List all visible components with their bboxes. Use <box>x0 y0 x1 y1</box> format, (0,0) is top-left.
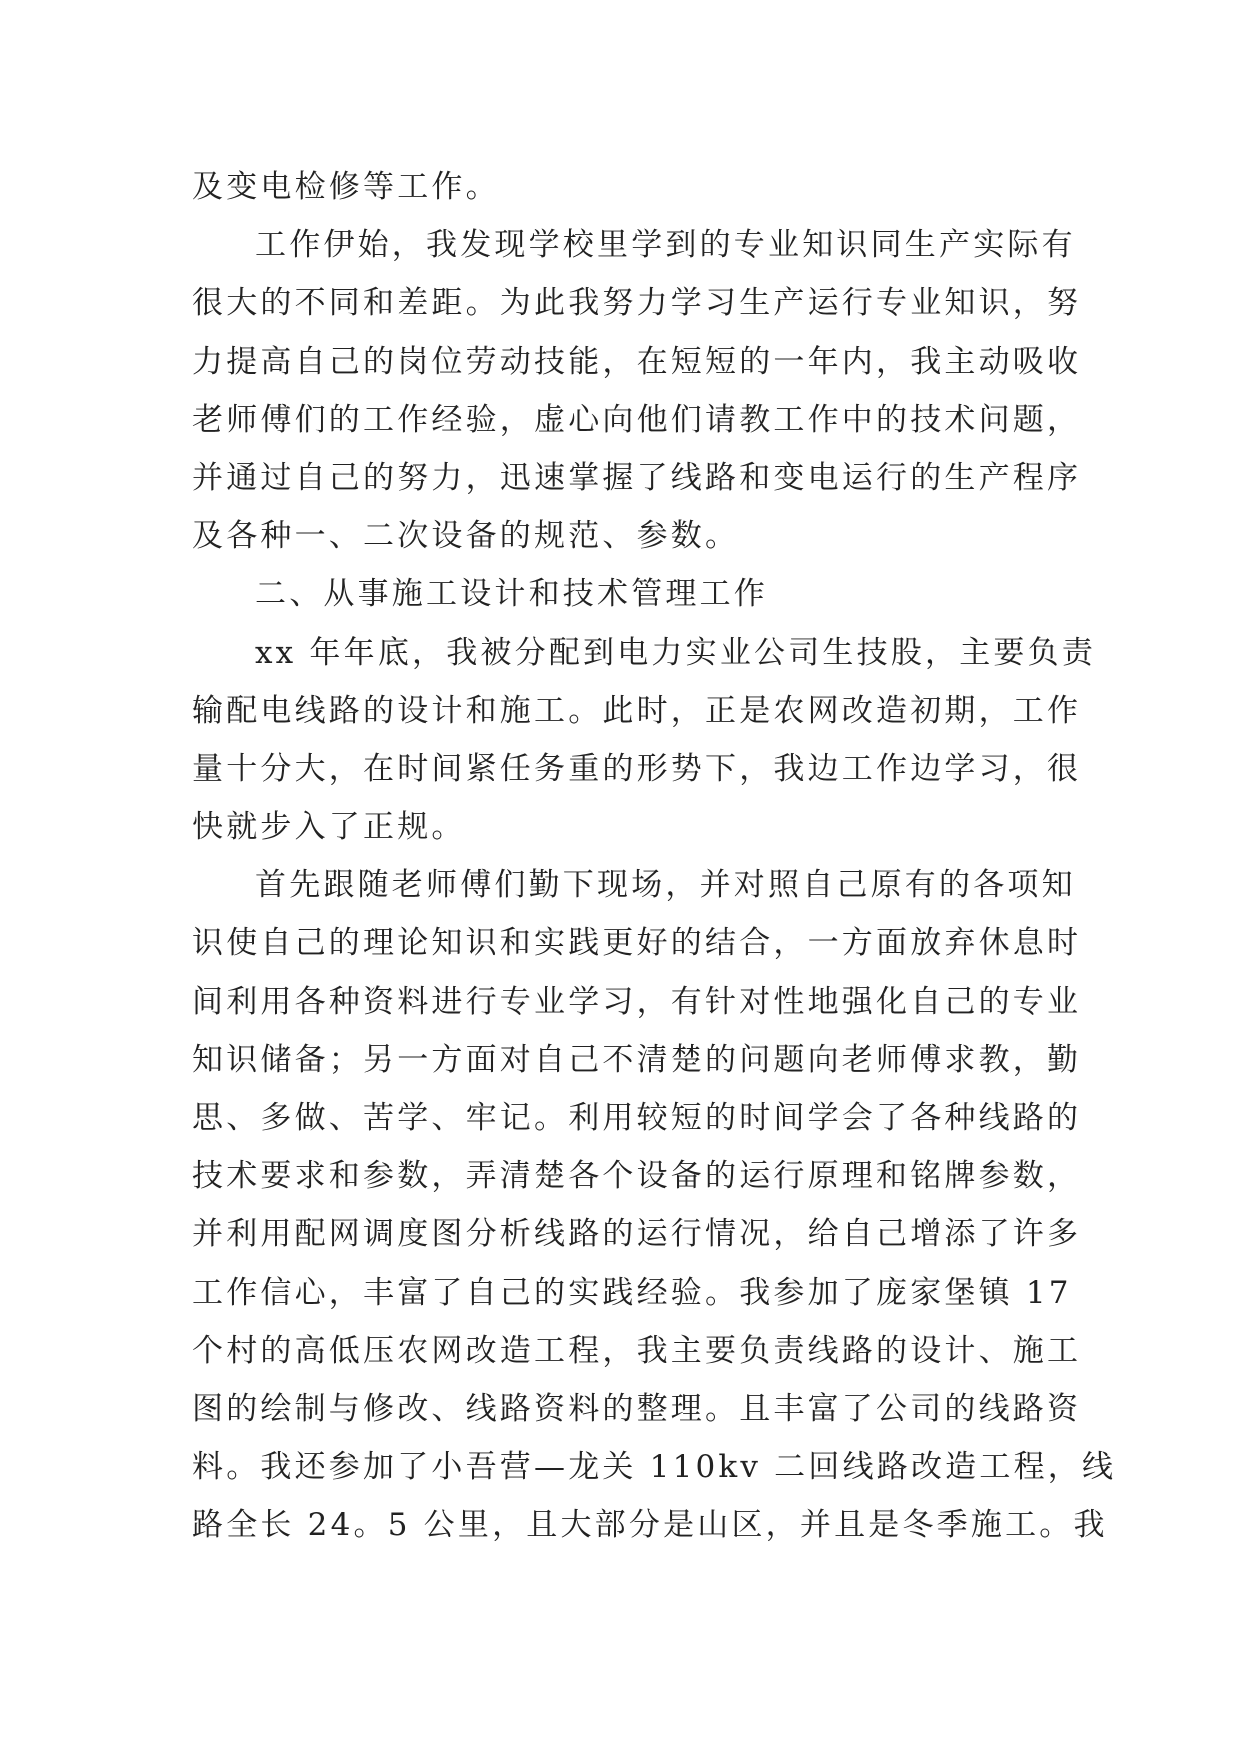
text-line: 间利用各种资料进行专业学习，有针对性地强化自己的专业 <box>192 983 1082 1020</box>
text-line: 及变电检修等工作。 <box>192 169 500 205</box>
text-line: 首先跟随老师傅们勤下现场，并对照自己原有的各项知 <box>255 867 1076 904</box>
text-line: 并利用配网调度图分析线路的运行情况，给自己增添了许多 <box>192 1216 1082 1253</box>
text-line: 快就步入了正规。 <box>192 809 466 846</box>
text-line: 工作信心，丰富了自己的实践经验。我参加了庞家堡镇 17 <box>192 1274 1072 1311</box>
text-line: 很大的不同和差距。为此我努力学习生产运行专业知识，努 <box>192 285 1082 322</box>
text-line: 技术要求和参数，弄清楚各个设备的运行原理和铭牌参数， <box>192 1158 1082 1195</box>
document-body <box>192 158 1117 1555</box>
text-line: 知识储备；另一方面对自己不清楚的问题向老师傅求教，勤 <box>192 1041 1082 1078</box>
text-line: xx 年年底，我被分配到电力实业公司生技股，主要负责 <box>255 634 1097 671</box>
text-line: 识使自己的理论知识和实践更好的结合，一方面放弃休息时 <box>192 925 1082 962</box>
text-line: 输配电线路的设计和施工。此时，正是农网改造初期，工作 <box>192 692 1082 729</box>
text-line: 工作伊始，我发现学校里学到的专业知识同生产实际有 <box>255 227 1076 264</box>
text-line: 料。我还参加了小吾营—龙关 110kv 二回线路改造工程，线 <box>192 1449 1117 1486</box>
text-line: 路全长 24。5 公里，且大部分是山区，并且是冬季施工。我 <box>192 1507 1108 1544</box>
text-line: 力提高自己的岗位劳动技能，在短短的一年内，我主动吸收 <box>192 343 1082 380</box>
text-line: 量十分大，在时间紧任务重的形势下，我边工作边学习，很 <box>192 750 1082 787</box>
text-line: 老师傅们的工作经验，虚心向他们请教工作中的技术问题， <box>192 401 1082 438</box>
text-line: 思、多做、苦学、牢记。利用较短的时间学会了各种线路的 <box>192 1100 1082 1136</box>
text-line: 图的绘制与修改、线路资料的整理。且丰富了公司的线路资 <box>192 1390 1082 1427</box>
text-line: 个村的高低压农网改造工程，我主要负责线路的设计、施工 <box>192 1332 1082 1369</box>
text-line: 二、从事施工设计和技术管理工作 <box>255 576 768 613</box>
text-line: 及各种一、二次设备的规范、参数。 <box>192 518 740 555</box>
text-line: 并通过自己的努力，迅速掌握了线路和变电运行的生产程序 <box>192 459 1082 496</box>
